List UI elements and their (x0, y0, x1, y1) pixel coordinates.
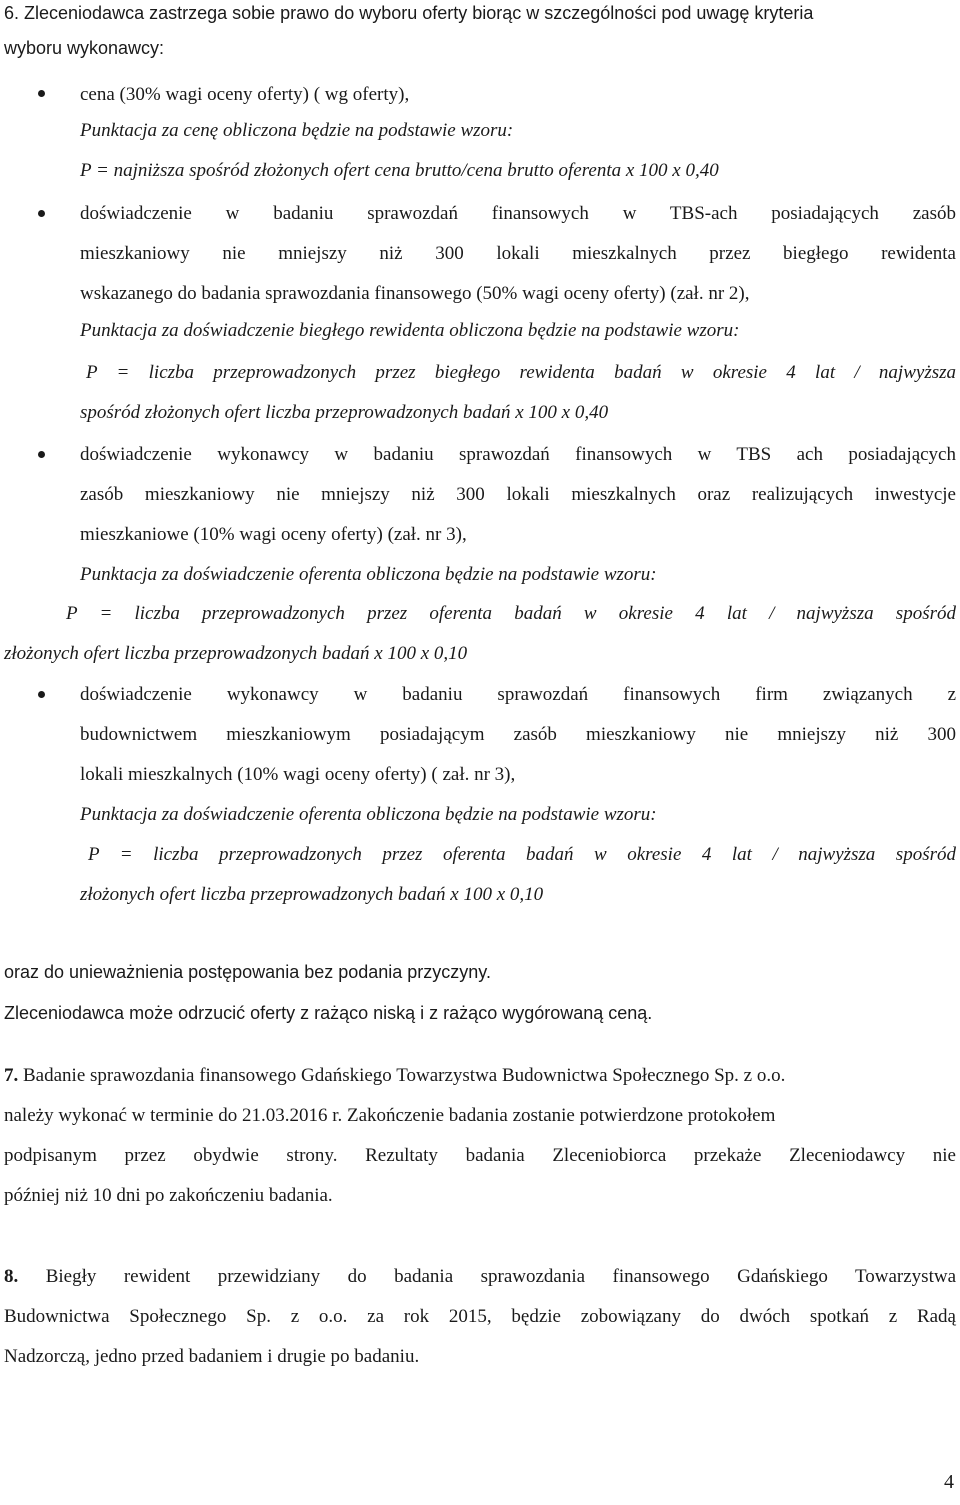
criterion-auditor-line2-row (0, 239, 960, 269)
section8-line2-row (0, 1302, 960, 1332)
criterion-contractor-tbs-formula1-row (0, 599, 960, 629)
criterion-contractor-construction-line3-row (0, 760, 960, 790)
section8-line1-row (0, 1262, 960, 1292)
criterion-price-line2: Punktacja za cenę obliczona będzie na podstawie wzoru: (80, 120, 514, 141)
section8-line3: Nadzorczą, jedno przed badaniem i drugie po badaniu. (4, 1346, 420, 1367)
section7-line1-row (0, 1061, 960, 1091)
section6-closing2: Zleceniodawca może odrzucić oferty z rażąco niską i z rażąco wygórowaną ceną. (4, 1003, 653, 1023)
criterion-price-line1: cena (30% wagi oceny oferty) ( wg oferty), (80, 84, 410, 105)
criterion-contractor-construction-line3: lokali mieszkalnych (10% wagi oceny oferty) ( zał. nr 3), (80, 764, 516, 785)
section6-closing1: oraz do unieważnienia postępowania bez podania przyczyny. (4, 962, 491, 982)
section6-closing1-row (0, 957, 960, 987)
section7-line2: należy wykonać w terminie do 21.03.2016 r. Zakończenie badania zostanie potwierdzone protokołem (4, 1105, 776, 1126)
criterion-contractor-construction-line1-row (0, 680, 960, 710)
criterion-price-line2-row (0, 116, 960, 146)
criterion-auditor-formula2: spośród złożonych ofert liczba przeprowadzonych badań x 100 x 0,40 (80, 402, 609, 423)
criterion-contractor-tbs-line2: zasób mieszkaniowy nie mniejszy niż 300 lokali mieszkalnych oraz realizujących inwestycje (80, 484, 956, 505)
criterion-contractor-construction-line2: budownictwem mieszkaniowym posiadającym zasób mieszkaniowy nie mniejszy niż 300 (80, 724, 956, 745)
criterion-auditor-line4-row (0, 316, 960, 346)
section6-heading-line1: 6. Zleceniodawca zastrzega sobie prawo do wyboru oferty biorąc w szczególności pod uwagę kryteria (4, 3, 814, 23)
section6-heading-row2 (0, 33, 960, 63)
criterion-contractor-tbs-line2-row (0, 480, 960, 510)
criterion-contractor-construction-formula1-row (0, 840, 960, 870)
criterion-auditor-line4: Punktacja za doświadczenie biegłego rewidenta obliczona będzie na podstawie wzoru: (80, 320, 740, 341)
criterion-contractor-construction-line2-row (0, 720, 960, 750)
criterion-contractor-tbs-line1: doświadczenie wykonawcy w badaniu sprawozdań finansowych w TBS ach posiadających (80, 444, 956, 465)
criterion-contractor-construction-formula1: P = liczba przeprowadzonych przez oferenta badań w okresie 4 lat / najwyższa spośród (88, 844, 956, 865)
section8-line1: Biegły rewident przewidziany do badania sprawozdania finansowego Gdańskiego Towarzystwa (18, 1266, 956, 1287)
criterion-auditor-line1-row (0, 199, 960, 229)
criterion-contractor-construction-line4: Punktacja za doświadczenie oferenta obliczona będzie na podstawie wzoru: (80, 804, 657, 825)
section7-line2-row (0, 1101, 960, 1131)
criterion-auditor-formula1: P = liczba przeprowadzonych przez biegłego rewidenta badań w okresie 4 lat / najwyższa (86, 362, 956, 383)
section8-line2: Budownictwa Społecznego Sp. z o.o. za rok 2015, będzie zobowiązany do dwóch spotkań z Radą (4, 1306, 956, 1327)
criterion-contractor-tbs-line3-row (0, 520, 960, 550)
section7-line3-row (0, 1141, 960, 1171)
criterion-contractor-construction-formula2-row (0, 880, 960, 910)
section7-number: 7. (4, 1065, 19, 1086)
criterion-price-line1-row (0, 80, 960, 110)
section7-line3: podpisanym przez obydwie strony. Rezultaty badania Zleceniobiorca przekaże Zleceniodawcy nie (4, 1145, 956, 1166)
section8-number: 8. (4, 1266, 19, 1287)
section7-line4: później niż 10 dni po zakończeniu badania. (4, 1185, 333, 1206)
criterion-auditor-formula1-row (0, 358, 960, 388)
section7-line1: Badanie sprawozdania finansowego Gdańskiego Towarzystwa Budownictwa Społecznego Sp. z o.o. (18, 1065, 786, 1086)
criterion-contractor-tbs-formula2: złożonych ofert liczba przeprowadzonych badań x 100 x 0,10 (4, 643, 468, 664)
criterion-contractor-tbs-line4-row (0, 560, 960, 590)
page-number: 4 (944, 1471, 954, 1493)
criterion-contractor-tbs-formula2-row (0, 639, 960, 669)
criterion-contractor-tbs-formula1: P = liczba przeprowadzonych przez oferenta badań w okresie 4 lat / najwyższa spośród (66, 603, 956, 624)
criterion-contractor-construction-formula2: złożonych ofert liczba przeprowadzonych badań x 100 x 0,10 (80, 884, 544, 905)
criterion-auditor-formula2-row (0, 398, 960, 428)
criterion-auditor-line2: mieszkaniowy nie mniejszy niż 300 lokali mieszkalnych przez biegłego rewidenta (80, 243, 956, 264)
criterion-auditor-line3-row (0, 279, 960, 309)
criterion-contractor-tbs-line3: mieszkaniowe (10% wagi oceny oferty) (zał. nr 3), (80, 524, 467, 545)
section7-line4-row (0, 1181, 960, 1211)
section6-closing2-row (0, 998, 960, 1028)
criterion-auditor-line3: wskazanego do badania sprawozdania finansowego (50% wagi oceny oferty) (zał. nr 2), (80, 283, 750, 304)
section6-heading-line2: wyboru wykonawcy: (4, 38, 165, 58)
criterion-auditor-line1: doświadczenie w badaniu sprawozdań finansowych w TBS-ach posiadających zasób (80, 203, 956, 224)
criterion-contractor-construction-line4-row (0, 800, 960, 830)
section6-heading (0, 0, 960, 28)
criterion-contractor-tbs-line4: Punktacja za doświadczenie oferenta obliczona będzie na podstawie wzoru: (80, 564, 657, 585)
criterion-price-formula: P = najniższa spośród złożonych ofert cena brutto/cena brutto oferenta x 100 x 0,40 (80, 160, 719, 181)
section8-line3-row (0, 1342, 960, 1372)
criterion-contractor-tbs-line1-row (0, 440, 960, 470)
criterion-contractor-construction-line1: doświadczenie wykonawcy w badaniu sprawozdań finansowych firm związanych z (80, 684, 956, 705)
criterion-price-formula-row (0, 156, 960, 186)
